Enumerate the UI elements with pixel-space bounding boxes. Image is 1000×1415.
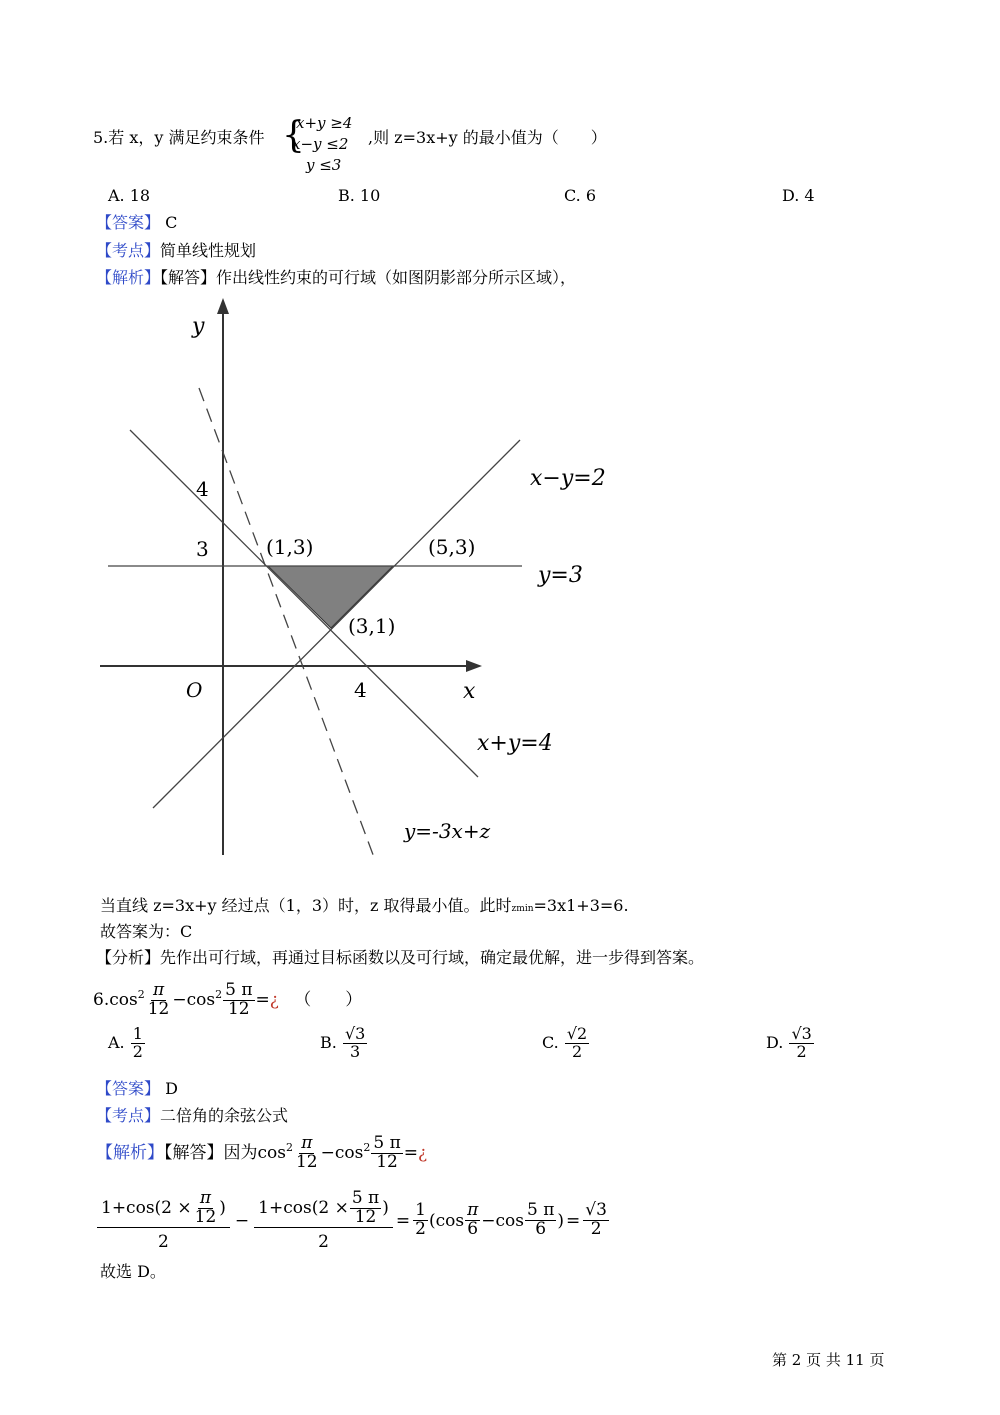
frac-5pi-6 [525,1202,556,1239]
point-3-1-label: (3,1) [348,614,396,638]
x-axis-label: x [463,679,476,704]
q5-conclusion [100,896,629,915]
num: √3 [791,1024,812,1043]
den: 6 [467,1219,479,1240]
frac-half [413,1202,428,1239]
num: 5 π [225,980,253,1000]
topic-value: 简单线性规划 [160,241,257,260]
y-axis-label: y [192,314,205,339]
line-y-eq-3-label: y=3 [538,563,583,588]
den: 12 [354,1206,377,1227]
q6-stem [93,982,362,1019]
den: 12 [147,998,170,1019]
opt-letter: C. [542,1032,559,1052]
den: 2 [796,1041,807,1061]
topic-value: 二倍角的余弦公式 [160,1106,289,1125]
frac-pi-12 [146,982,172,1019]
den: 2 [158,1231,169,1252]
q6-answer [96,1079,178,1098]
q6-number: 6. [93,989,110,1010]
den: 3 [350,1041,361,1061]
num: √3 [585,1200,607,1221]
half-open: (cos [428,1210,465,1231]
frac-1-2 [131,1026,145,1061]
equals-2: = [566,1210,581,1231]
line-x-plus-y-label: x+y=4 [477,731,553,756]
den: 6 [535,1219,547,1240]
frac-term-1 [97,1190,230,1252]
answer-value: C [165,213,178,232]
inner-frac [193,1190,219,1227]
opt-letter: A. [108,1032,125,1052]
frac-5pi-12 [223,982,254,1019]
sq-2: 2 [215,988,223,1002]
frac-term-2 [254,1190,393,1252]
den: 12 [376,1151,398,1172]
analysis-tag: 【解析】 [96,268,161,287]
q6-option-d [766,1026,815,1061]
num: 5 π [351,1188,380,1208]
den: 12 [295,1151,318,1172]
constraint-3: y ≤3 [306,156,342,174]
frac-result [583,1202,609,1239]
num [254,1190,393,1228]
analysis-lead: 【解答】作出线性约束的可行域（如图阴影部分所示区域）， [160,268,577,287]
line-x-plus-y-eq-4 [130,430,478,777]
num: π [152,980,165,1000]
inverted-question: ¿ [418,1142,428,1163]
cos-a: cos [257,1142,286,1163]
inner-frac [350,1190,381,1227]
q5-option-a: A. 18 [108,186,151,205]
constraint-2: x−y ≤2 [292,135,349,153]
num-b: ) [382,1197,389,1218]
den: 2 [590,1219,602,1240]
sq-a: 2 [285,1141,293,1155]
q5-method: 【分析】先作出可行域，再通过目标函数以及可行域，确定最优解，进一步得到答案。 [96,948,705,967]
answer-tag: 【答案】 [96,213,161,232]
num: π [301,1133,313,1153]
q6-derivation [96,1190,610,1252]
sq-b: 2 [363,1141,371,1155]
q6-analysis [96,1135,427,1172]
den: 2 [571,1041,583,1061]
y-axis-arrow [217,298,229,314]
q6-option-a [108,1026,146,1061]
line-x-minus-y-label: x−y=2 [530,466,606,491]
frac-5pi-12 [371,1135,402,1172]
frac-pi-6 [465,1202,480,1239]
num-a: 1+cos(2 × [258,1197,349,1218]
conclusion-pre: 当直线 z=3x+y 经过点（1，3）时，z 取得最小值。此时 [100,896,512,915]
minus: − [320,1142,335,1163]
opt-letter: D. [766,1032,784,1052]
point-5-3-label: (5,3) [428,535,476,559]
inverted-question: ¿ [269,989,279,1010]
frac-sqrt3-2 [789,1026,813,1061]
num: √3 [344,1024,366,1043]
cos-2: cos [186,989,216,1010]
num: √2 [566,1024,588,1043]
q6-topic [96,1106,288,1125]
cos-b: cos [334,1142,364,1163]
x-axis-arrow [466,660,482,672]
conclusion-post: =3x1+3=6. [533,896,629,915]
minus: − [234,1210,250,1231]
point-1-3-label: (1,3) [266,535,314,559]
analysis-tag: 【解析】 [96,1142,164,1163]
den: 2 [132,1041,143,1061]
equals: = [403,1142,419,1163]
num [97,1190,230,1228]
topic-tag: 【考点】 [96,241,161,260]
x-tick-4: 4 [354,678,367,702]
q6-option-b [320,1026,368,1061]
frac-sqrt3-3 [343,1026,367,1061]
page-footer: 第 2 页 共 11 页 [772,1351,885,1369]
answer-tag: 【答案】 [96,1079,161,1098]
num-a: 1+cos(2 × [101,1197,192,1218]
y-tick-3: 3 [196,537,209,561]
topic-tag: 【考点】 [96,1106,161,1125]
constraint-1: x+y ≥4 [296,114,353,132]
equals: = [255,989,270,1010]
origin-label: O [186,678,203,702]
num: 1 [132,1024,143,1043]
den: 2 [415,1219,426,1240]
minus: − [172,989,187,1010]
sq-1: 2 [137,988,145,1002]
opt-letter: B. [320,1032,337,1052]
frac-pi-12 [294,1135,320,1172]
objective-line-label: y=-3x+z [404,819,491,843]
y-tick-4: 4 [196,477,209,501]
q5-option-b: B. 10 [338,186,381,205]
answer-value: D [165,1079,178,1098]
num: 5 π [373,1133,401,1153]
q6-option-c [542,1026,590,1061]
num: 5 π [526,1200,555,1221]
q5-option-d: D. 4 [782,186,815,205]
equals-1: = [395,1210,411,1231]
blank: （ ） [294,989,363,1010]
frac-sqrt2-2 [565,1026,589,1061]
q6-final: 故选 D。 [100,1262,166,1281]
den: 12 [194,1206,217,1227]
num-b: ) [219,1197,226,1218]
half-mid: −cos [481,1210,524,1231]
q5-option-c: C. 6 [564,186,597,205]
num: 1 [415,1200,426,1221]
q5-stem-suffix: ,则 z=3x+y 的最小值为（ ） [368,128,607,147]
half-close: ) [557,1210,565,1231]
q5-final: 故答案为：C [100,922,193,941]
den: 12 [227,998,250,1019]
constraint-brace: { [282,115,305,156]
conclusion-sub: zmin [511,904,534,914]
analysis-lead: 【解答】因为 [164,1142,258,1163]
cos-1: cos [109,989,138,1010]
num: π [199,1188,212,1208]
q5-stem-prefix: 5.若 x，y 满足约束条件 [93,128,265,147]
den: 2 [318,1231,329,1252]
num: π [467,1200,479,1221]
